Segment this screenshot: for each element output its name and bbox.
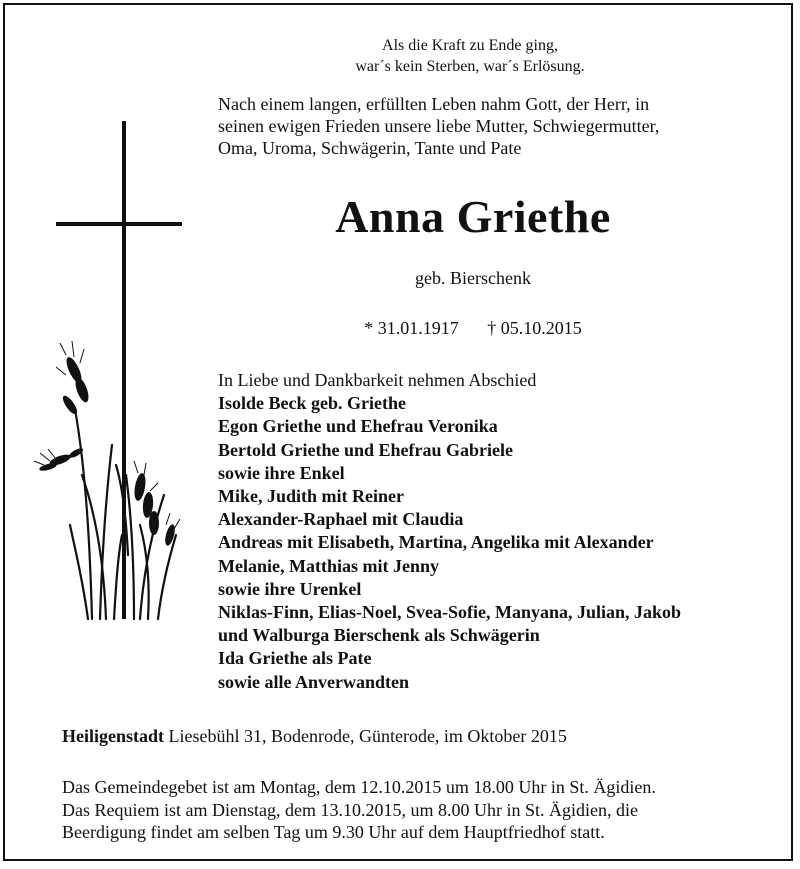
service-line: Beerdigung findet am selben Tag um 9.30 Uhr auf dem Hauptfriedhof statt. — [62, 822, 605, 842]
place-details: Liesebühl 31, Bodenrode, Günterode, im Oktober 2015 — [164, 726, 567, 746]
intro-line: Oma, Uroma, Schwägerin, Tante und Pate — [218, 138, 522, 158]
mourner-line: und Walburga Bierschenk als Schwägerin — [218, 625, 540, 646]
motto-line: war´s kein Sterben, war´s Erlösung. — [355, 58, 585, 75]
mourner-line: Melanie, Matthias mit Jenny — [218, 555, 439, 576]
mourner-line: sowie alle Anverwandten — [218, 671, 409, 692]
intro-line: seinen ewigen Frieden unsere liebe Mutter, Schwiegermutter, — [218, 116, 660, 136]
death-date: † 05.10.2015 — [487, 318, 582, 338]
mourner-line: Bertold Griethe und Ehefrau Gabriele — [218, 439, 513, 460]
mourner-line: Ida Griethe als Pate — [218, 648, 372, 669]
deceased-name: Anna Griethe — [335, 191, 611, 242]
maiden-name: geb. Bierschenk — [415, 268, 531, 288]
mourner-line: sowie ihre Urenkel — [218, 578, 362, 599]
mourner-line: Alexander-Raphael mit Claudia — [218, 509, 464, 530]
motto — [255, 35, 685, 77]
mourner-line: Mike, Judith mit Reiner — [218, 486, 404, 507]
mourner-line: Andreas mit Elisabeth, Martina, Angelika mit Alexander — [218, 532, 654, 553]
mourner-line: Isolde Beck geb. Griethe — [218, 393, 406, 414]
service-line: Das Gemeindegebet ist am Montag, dem 12.10.2015 um 18.00 Uhr in St. Ägidien. — [62, 777, 656, 797]
motto-line: Als die Kraft zu Ende ging, — [382, 37, 558, 54]
service-line: Das Requiem ist am Dienstag, dem 13.10.2015, um 8.00 Uhr in St. Ägidien, die — [62, 799, 638, 820]
mourner-line: Niklas-Finn, Elias-Noel, Svea-Sofie, Manyana, Julian, Jakob — [218, 602, 682, 623]
birth-date: * 31.01.1917 — [364, 318, 459, 338]
mourner-line: sowie ihre Enkel — [218, 462, 345, 483]
intro-text — [218, 93, 778, 159]
service-info — [62, 776, 782, 844]
intro-line: Nach einem langen, erfüllten Leben nahm Gott, der Herr, in — [218, 94, 650, 114]
place-and-date — [62, 726, 762, 747]
place-city: Heiligenstadt — [62, 726, 164, 746]
mourners-list — [218, 369, 778, 694]
cross-with-wheat-icon — [30, 115, 190, 625]
mourner-line: Egon Griethe und Ehefrau Veronika — [218, 416, 498, 437]
life-dates — [218, 318, 728, 339]
mourners-intro: In Liebe und Dankbarkeit nehmen Abschied — [218, 370, 537, 390]
obituary-notice — [3, 3, 793, 861]
